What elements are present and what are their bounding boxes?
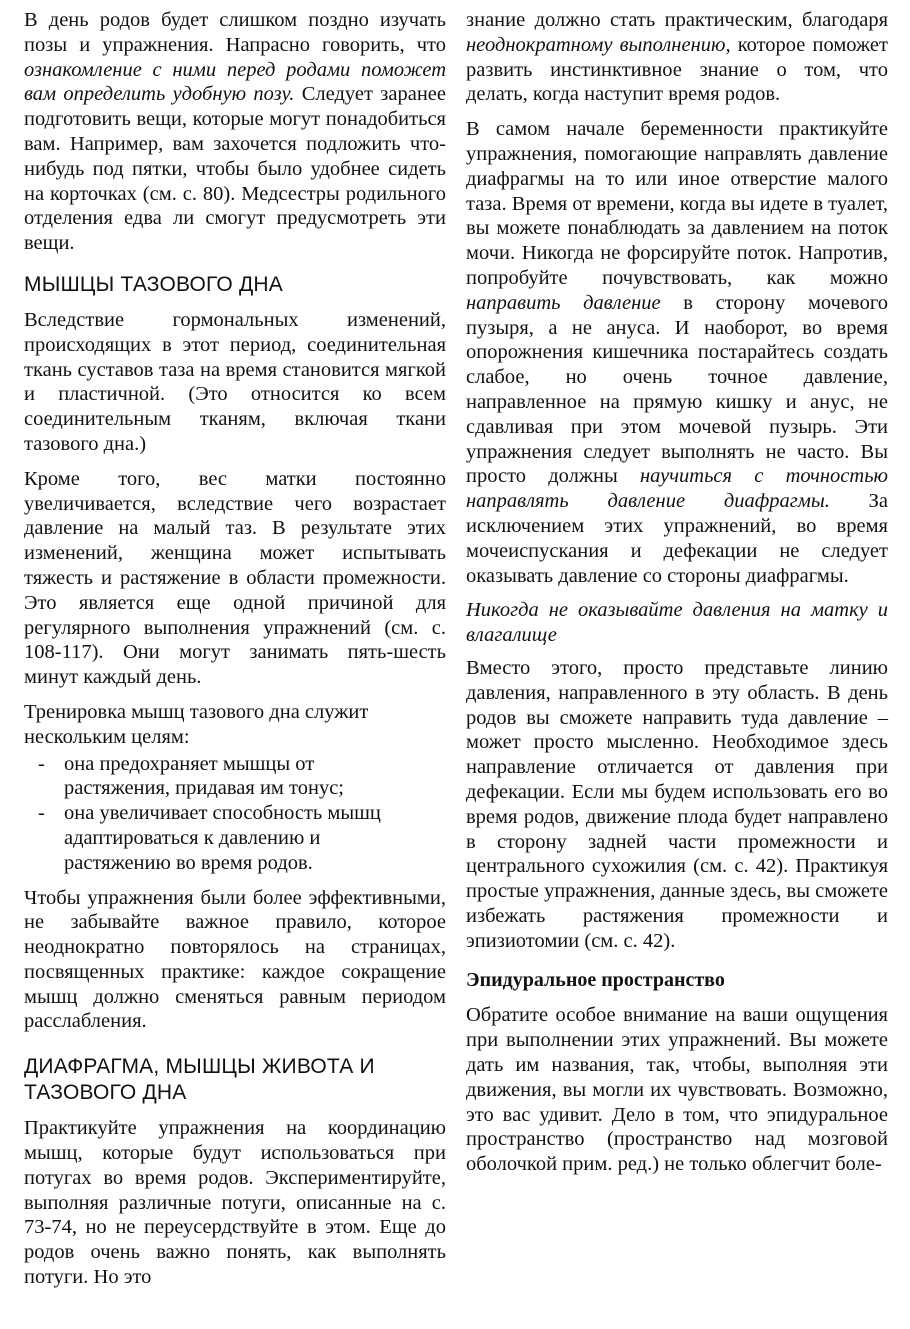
section-heading-pelvic-floor: МЫШЦЫ ТАЗОВОГО ДНА [24,272,283,296]
paragraph-early-pregnancy: В самом начале беременности практикуйте упражнения, помогающие направлять давление диафрагмы на то или иное отверстие малого таза. Время от времени, когда вы идете в туалет, вы можете понаблюдать за давлением на поток мочи. Никогда не форсируйте поток. Напротив, попробуйте почувствовать, как можно направить давление в сторону мочевого пузыря, а не ануса. И наоборот, во время опорожнения кишечника постарайтесь создать слабое, но очень точное давление, направленное на прямую кишку и анус, не сдавливая при этом мочевой пузырь. Эти упражнения следует выполнять не часто. Вы просто должны научиться с точностью направлять давление диафрагмы. За исключением этих упражнений, во время мочеиспускания и дефекации не следует оказывать давление со стороны диафрагмы. [466,118,888,587]
left-column [24,8,446,1329]
paragraph-instead: Вместо этого, просто представьте линию давления, направленного в эту область. В день родов вы сможете направить туда давление – может просто мысленно. Необходимое здесь направление отличается от давления при дефекации. Если мы будем использовать его во время родов, движение плода будет направлено в сторону задней части промежности и центрального сухожилия (см. с. 42). Практикуя простые упражнения, данные здесь, вы сможете избежать растяжения промежности и эпизиотомии (см. с. 42). [466,656,888,952]
right-column [466,8,888,1329]
emphasis: направить давление [466,291,661,314]
list-item: - она предохраняет мышцы от растяжения, придавая им тонус; [24,752,446,802]
paragraph-training: Тренировка мышц тазового дна служит нескольким целям: [24,700,369,748]
subheading-epidural: Эпидуральное пространство [466,969,725,992]
section-heading-diaphragm: ДИАФРАГМА, МЫШЦЫ ЖИВОТА И ТАЗОВОГО ДНА [24,1055,375,1105]
italic-subheading: Никогда не оказывайте давления на матку и влагалище [466,599,888,647]
paragraph-effective: Чтобы упражнения были более эффективными, не забывайте важное правило, которое неоднократно повторялось на страницах, посвященных практике: каждое сокращение мышц должно сменяться равным периодом расслабления. [24,886,446,1033]
paragraph-uterus: Кроме того, вес матки постоянно увеличивается, вследствие чего возрастает давление на малый таз. В результате этих изменений, женщина может испытывать тяжесть и растяжение в области промежности. Это является еще одной причиной для регулярного выполнения упражнений (см. с. 108-117). Они могут занимать пять-шесть минут каждый день. [24,467,446,689]
paragraph-intro: В день родов будет слишком поздно изучать позы и упражнения. Напрасно говорить, что ознакомление с ними перед родами поможет вам определить удобную позу. Следует заранее подготовить вещи, которые могут понадобиться вам. Например, вам захочется подложить что-нибудь под пятки, чтобы было удобнее сидеть на корточках (см. с. 80). Медсестры родильного отделения едва ли смогут предусмотреть эти вещи. [24,9,446,255]
paragraph-attention: Обратите особое внимание на ваши ощущения при выполнении этих упражнений. Вы можете дать им названия, так, чтобы, выполняя эти движения, вы могли их чувствовать. Возможно, это вас удивит. Дело в том, что эпидуральное пространство (пространство над мозговой оболочкой прим. ред.) не только облегчит боле- [466,1004,888,1176]
paragraph-hormonal: Вследствие гормональных изменений, происходящих в этот период, соединительная ткань суставов таза на время становится мягкой и пластичной. (Это относится ко всем соединительным тканям, включая ткани тазового дна.) [24,308,446,455]
paragraph-practice: Практикуйте упражнения на координацию мышц, которые будут использоваться при потугах во время родов. Экспериментируйте, выполняя различные потуги, описанные на с. 73-74, но не переусердствуйте в этом. Еще до родов очень важно понять, как выполнять потуги. Но это [24,1117,446,1289]
emphasis: научиться с точностью направлять давление диафрагмы. [466,465,888,513]
list-item: - она увеличивает способность мышц адаптироваться к давлению и растяжению во время родов. [24,801,446,875]
emphasis: ознакомление с ними перед родами поможет вам определить удобную позу. [24,58,446,106]
goals-list [24,752,446,876]
emphasis: неоднократному выполнению, [466,33,731,56]
paragraph-continued: знание должно стать практическим, благодаря неоднократному выполнению, которое поможет развить инстинктивное знание о том, что делать, когда наступит время родов. [466,9,888,106]
